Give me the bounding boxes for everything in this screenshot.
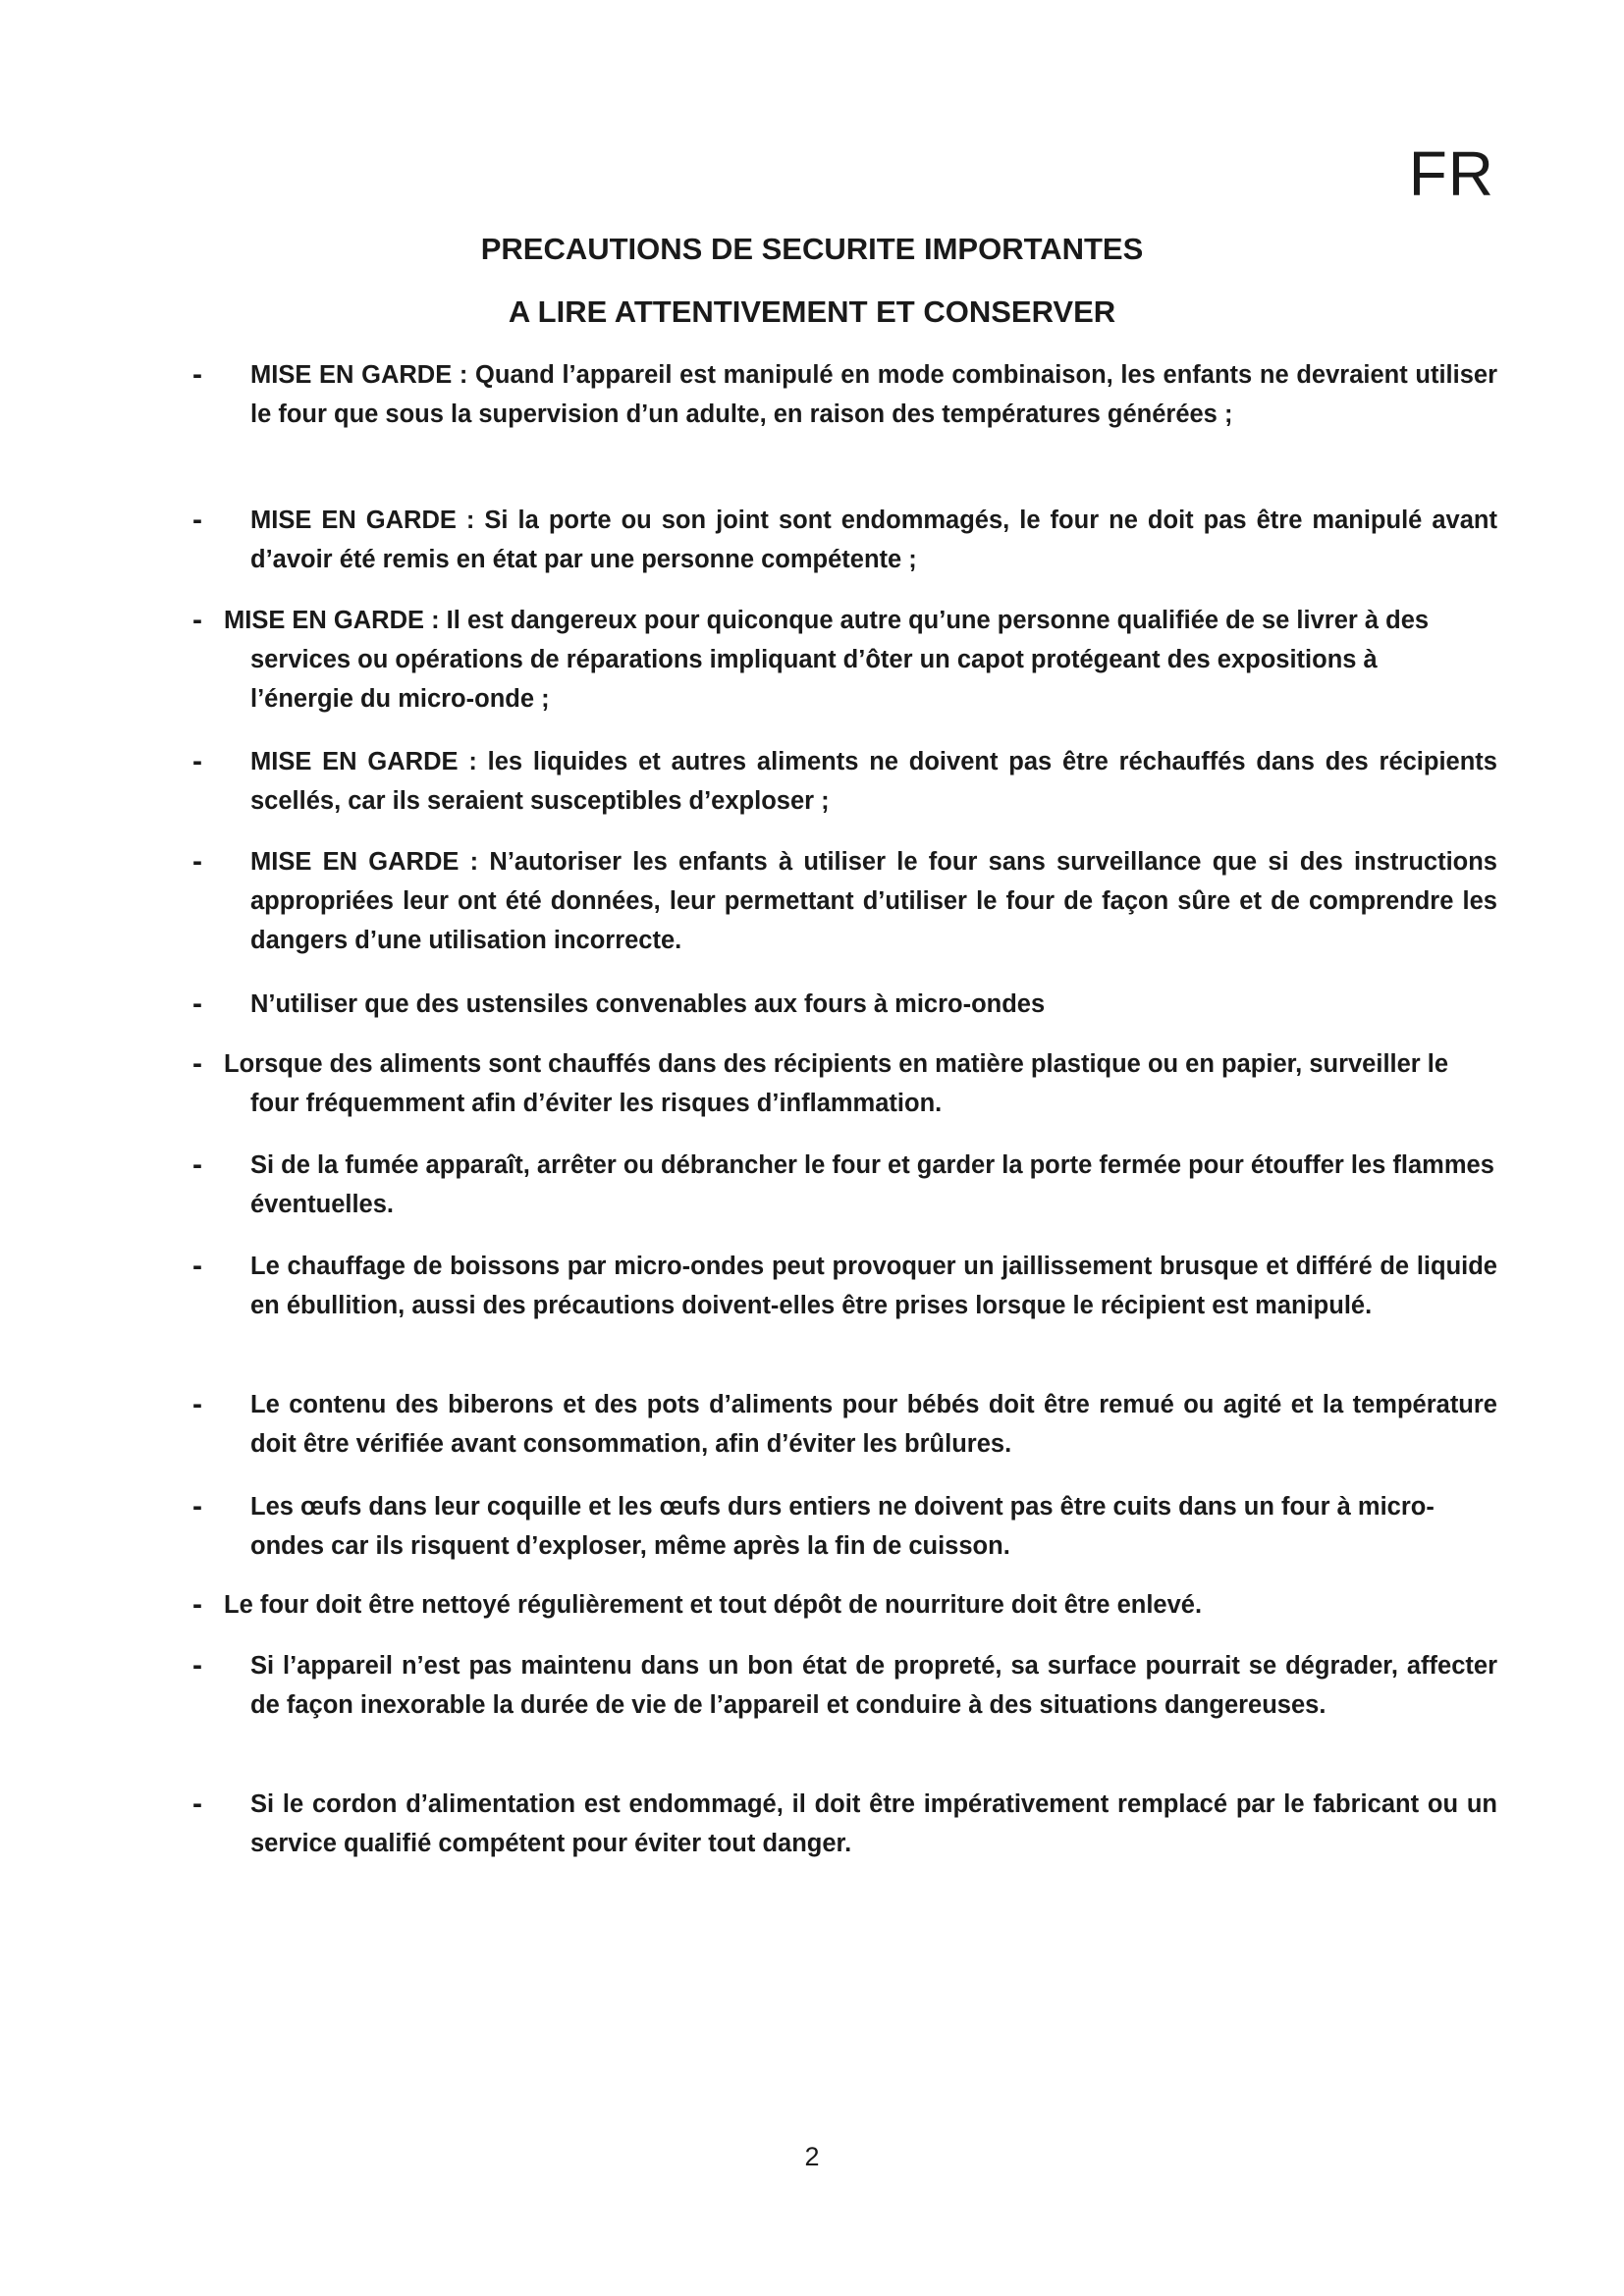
bullet-dash: -	[192, 1588, 202, 1621]
bullet-dash: -	[192, 1148, 202, 1181]
list-item-text: Le four doit être nettoyé régulièrement et tout dépôt de nourriture doit être enlevé.	[224, 1591, 1203, 1619]
list-item-text: Le contenu des biberons et des pots d’aliments pour bébés doit être remué ou agité et la température doit être vérifiée avant consommation, afin d’éviter les brûlures.	[250, 1391, 1497, 1458]
list-item-text: MISE EN GARDE : Quand l’appareil est manipulé en mode combinaison, les enfants ne devraient utiliser le four que sous la supervision d’un adulte, en raison des températures générées ;	[250, 361, 1497, 428]
list-item-text: Si l’appareil n’est pas maintenu dans un bon état de propreté, sa surface pourrait se dégrader, affecter de façon inexorable la durée de vie de l’appareil et conduire à des situations dangereuses.	[250, 1652, 1497, 1719]
bullet-dash: -	[192, 1388, 202, 1420]
bullet-dash: -	[192, 1788, 202, 1820]
bullet-dash: -	[192, 1047, 202, 1080]
language-code: FR	[1408, 138, 1494, 209]
page-subtitle: A LIRE ATTENTIVEMENT ET CONSERVER	[508, 294, 1116, 329]
bullet-dash: -	[192, 1649, 202, 1682]
list-item-text: Les œufs dans leur coquille et les œufs durs entiers ne doivent pas être cuits dans un four à micro-ondes car ils risquent d’exploser, même après la fin de cuisson.	[250, 1493, 1435, 1560]
list-item-text: N’utiliser que des ustensiles convenables aux fours à micro-ondes	[250, 990, 1046, 1018]
list-item-text: MISE EN GARDE : les liquides et autres aliments ne doivent pas être réchauffés dans des récipients scellés, car ils seraient susceptibles d’exploser ;	[250, 748, 1497, 815]
page-title: PRECAUTIONS DE SECURITE IMPORTANTES	[480, 232, 1144, 266]
bullet-dash: -	[192, 988, 202, 1020]
bullet-dash: -	[192, 1250, 202, 1282]
bullet-dash: -	[192, 504, 202, 536]
bullet-dash: -	[192, 845, 202, 878]
list-item-text: MISE EN GARDE : Si la porte ou son joint sont endommagés, le four ne doit pas être manipulé avant d’avoir été remis en état par une personne compétente ;	[250, 507, 1497, 573]
list-item-text: Si de la fumée apparaît, arrêter ou débrancher le four et garder la porte fermée pour étouffer les flammes éventuelles.	[250, 1151, 1494, 1218]
list-item-text: Le chauffage de boissons par micro-ondes peut provoquer un jaillissement brusque et différé de liquide en ébullition, aussi des précautions doivent-elles être prises lorsque le récipient est manipulé.	[250, 1253, 1497, 1319]
list-item-text: Si le cordon d’alimentation est endommagé, il doit être impérativement remplacé par le fabricant ou un service qualifié compétent pour éviter tout danger.	[250, 1790, 1497, 1857]
bullet-dash: -	[192, 1490, 202, 1522]
bullet-dash: -	[192, 604, 202, 636]
bullet-dash: -	[192, 745, 202, 777]
list-item-text: Lorsque des aliments sont chauffés dans des récipients en matière plastique ou en papier, surveiller le four fréquemment afin d’éviter les risques d’inflammation.	[224, 1050, 1449, 1117]
list-item-text: MISE EN GARDE : Il est dangereux pour quiconque autre qu’une personne qualifiée de se livrer à des services ou opérations de réparations impliquant d’ôter un capot protégeant des expositions à l’énergie du micro-onde ;	[224, 607, 1430, 713]
page-number: 2	[804, 2142, 820, 2171]
list-item-text: MISE EN GARDE : N’autoriser les enfants à utiliser le four sans surveillance que si des instructions appropriées leur ont été données, leur permettant d’utiliser le four de façon sûre et de comprendre les dangers d’une utilisation incorrecte.	[250, 848, 1497, 954]
bullet-dash: -	[192, 358, 202, 391]
